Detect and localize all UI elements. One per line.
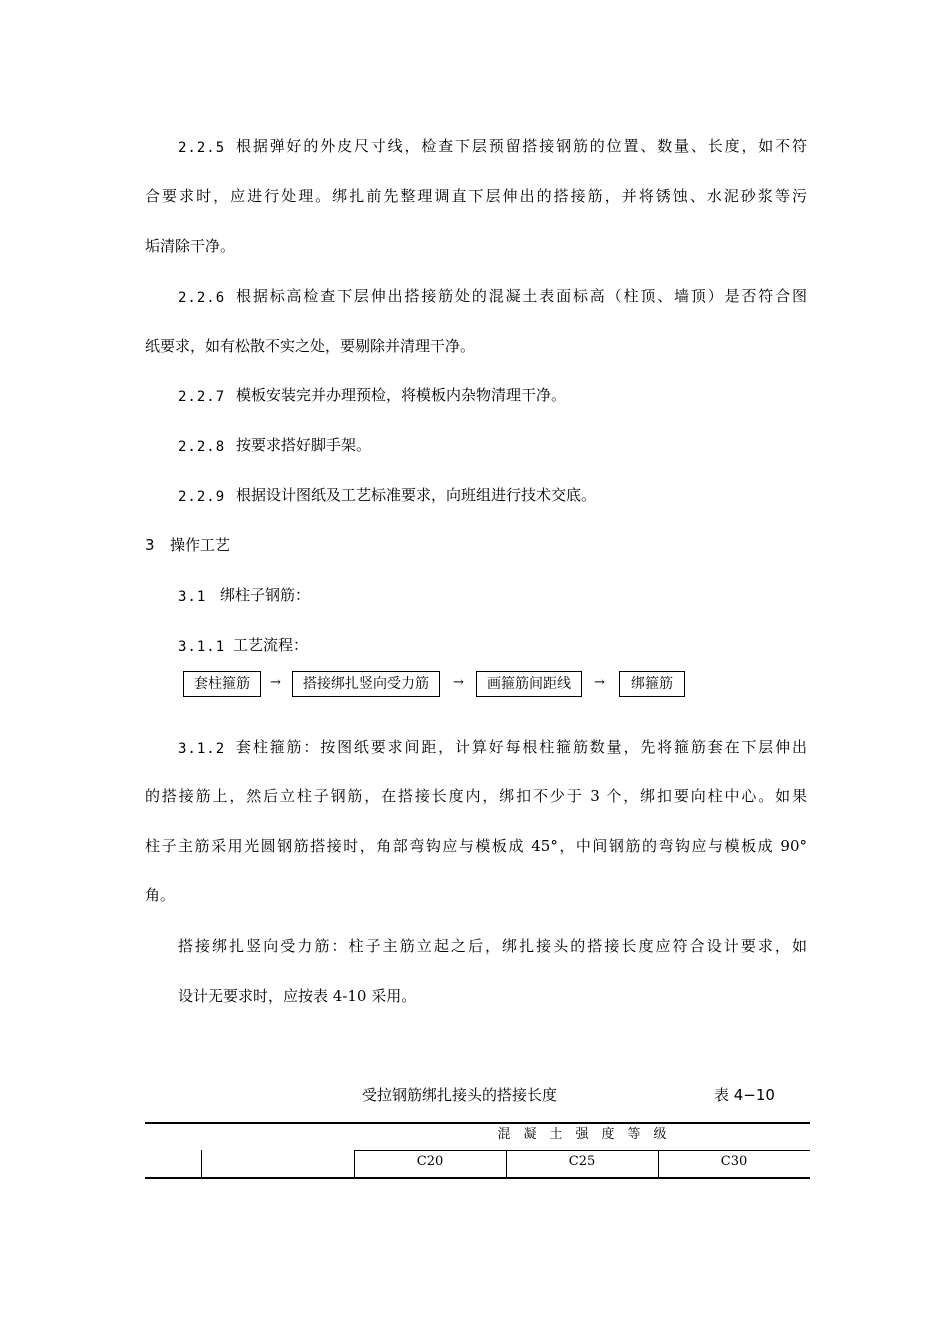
- clause-number: 2.2.8: [178, 439, 226, 455]
- flow-step: 绑箍筋: [619, 671, 685, 697]
- paragraph-line: 根据设计图纸及工艺标准要求，向班组进行技术交底。: [236, 486, 597, 504]
- clause-number: 3.1.2: [178, 741, 226, 757]
- flow-arrow: →: [453, 675, 464, 690]
- paragraph-line: 合要求时，应进行处理。绑扎前先整理调直下层伸出的搭接筋，并将锈蚀、水泥砂浆等污: [145, 187, 807, 205]
- clause-number: 3.1.1: [178, 639, 226, 655]
- table-number: 表 4−10: [714, 1086, 775, 1104]
- subsection-title: 工艺流程：: [233, 636, 309, 654]
- paragraph-line: 按要求搭好脚手架。: [236, 436, 372, 454]
- clause-number: 2.2.9: [178, 489, 226, 505]
- table-column-divider: [201, 1150, 202, 1178]
- paragraph-line: 柱子主筋采用光圆钢筋搭接时，角部弯钩应与模板成 45°，中间钢筋的弯钩应与模板成 90°: [145, 837, 807, 855]
- table-group-header: 混 凝 土 强 度 等 级: [497, 1127, 667, 1142]
- clause-number: 3.1: [178, 589, 207, 605]
- clause-number: 2.2.5: [178, 140, 226, 156]
- paragraph-line: 搭接绑扎竖向受力筋：柱子主筋立起之后，绑扎接头的搭接长度应符合设计要求，如: [178, 937, 807, 955]
- clause-number: 2.2.6: [178, 290, 226, 306]
- flow-arrow: →: [594, 675, 605, 690]
- paragraph-line: 根据弹好的外皮尺寸线，检查下层预留搭接钢筋的位置、数量、长度，如不符: [236, 137, 807, 155]
- section-number: 3: [145, 536, 155, 554]
- flow-arrow: →: [270, 675, 281, 690]
- paragraph-line: 的搭接筋上，然后立柱子钢筋，在搭接长度内，绑扣不少于 3 个，绑扣要向柱中心。如果: [145, 787, 807, 805]
- table-grade-header: C25: [568, 1154, 596, 1169]
- flow-step: 套柱箍筋: [183, 671, 261, 697]
- paragraph-line: 设计无要求时，应按表 4-10 采用。: [178, 987, 417, 1005]
- paragraph-line: 套柱箍筋：按图纸要求间距，计算好每根柱箍筋数量，先将箍筋套在下层伸出: [236, 738, 807, 756]
- paragraph-line: 纸要求，如有松散不实之处，要剔除并清理干净。: [145, 337, 476, 355]
- table-bottom-rule: [145, 1177, 810, 1179]
- paragraph-line: 根据标高检查下层伸出搭接筋处的混凝土表面标高（柱顶、墙顶）是否符合图: [236, 287, 807, 305]
- table-caption: 受拉钢筋绑扎接头的搭接长度: [362, 1086, 558, 1104]
- section-title: 操作工艺: [170, 536, 231, 554]
- paragraph-line: 角。: [145, 886, 176, 904]
- table-header-rule: [354, 1150, 810, 1151]
- flow-step: 画箍筋间距线: [476, 671, 582, 697]
- clause-number: 2.2.7: [178, 389, 226, 405]
- table-grade-header: C30: [720, 1154, 748, 1169]
- paragraph-line: 垢清除干净。: [145, 237, 236, 255]
- table-grade-header: C20: [416, 1154, 444, 1169]
- table-top-rule: [145, 1122, 810, 1124]
- paragraph-line: 模板安装完并办理预检，将模板内杂物清理干净。: [236, 386, 567, 404]
- flow-step: 搭接绑扎竖向受力筋: [292, 671, 440, 697]
- subsection-title: 绑柱子钢筋：: [220, 586, 311, 604]
